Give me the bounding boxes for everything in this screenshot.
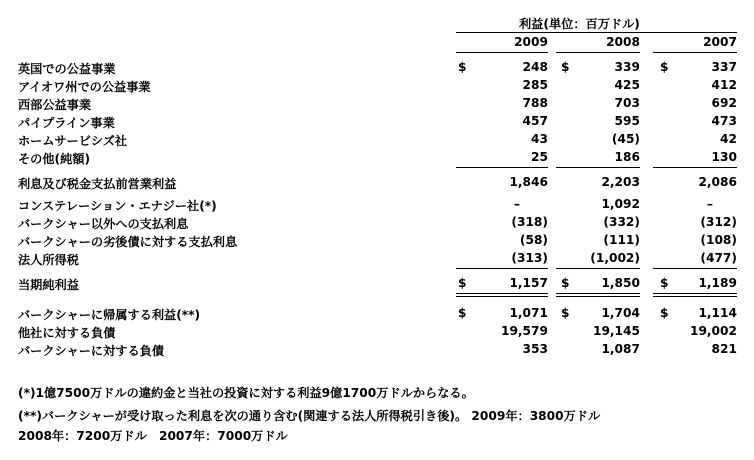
cell-2007: 821 bbox=[711, 342, 737, 356]
currency-symbol: $ bbox=[458, 60, 467, 74]
currency-symbol: $ bbox=[561, 306, 570, 320]
row-label: 利息及び税金支払前営業利益 bbox=[18, 177, 177, 191]
cell-2008: 339 bbox=[614, 60, 640, 74]
currency-symbol: $ bbox=[660, 60, 669, 74]
year-rule-2009 bbox=[456, 52, 548, 53]
row-label: その他(純額) bbox=[18, 152, 91, 166]
row-label: バークシャーに対する負債 bbox=[18, 344, 165, 358]
cell-2009: 19,579 bbox=[500, 324, 548, 338]
subtotal-rule bbox=[556, 268, 640, 269]
subtotal-rule bbox=[653, 167, 737, 168]
footnote: 2008年：7200万ドル 2007年：7000万ドル bbox=[18, 429, 288, 443]
footnote: (*)1億7500万ドルの違約金と当社の投資に対する利益9億1700万ドルからなる。 bbox=[18, 386, 474, 400]
year-2009: 2009 bbox=[514, 35, 548, 49]
cell-2007: 1,189 bbox=[698, 276, 737, 290]
cell-2008: 2,203 bbox=[601, 175, 640, 189]
cell-2009: – bbox=[513, 197, 520, 211]
currency-symbol: $ bbox=[660, 276, 669, 290]
cell-2007: (108) bbox=[700, 233, 737, 247]
subtotal-rule bbox=[556, 167, 640, 168]
subtotal-rule bbox=[456, 268, 548, 269]
cell-2009: 285 bbox=[522, 78, 548, 92]
currency-symbol: $ bbox=[561, 60, 570, 74]
double-rule bbox=[556, 293, 640, 294]
cell-2009: 353 bbox=[522, 342, 548, 356]
cell-2009: 25 bbox=[531, 150, 548, 164]
cell-2009: 1,157 bbox=[509, 276, 548, 290]
row-label: 他社に対する負債 bbox=[18, 326, 116, 340]
row-label: コンステレーション・エナジー社(*) bbox=[18, 199, 217, 213]
cell-2007: 2,086 bbox=[698, 175, 737, 189]
row-label: 法人所得税 bbox=[18, 253, 79, 267]
double-rule bbox=[556, 296, 640, 297]
cell-2008: 1,087 bbox=[601, 342, 640, 356]
cell-2007: (477) bbox=[700, 251, 737, 265]
cell-2007: 412 bbox=[711, 78, 737, 92]
double-rule bbox=[653, 293, 737, 294]
cell-2008: (332) bbox=[603, 215, 640, 229]
cell-2008: 1,092 bbox=[601, 197, 640, 211]
row-label: バークシャーの劣後債に対する支払利息 bbox=[18, 235, 238, 249]
cell-2008: (111) bbox=[603, 233, 640, 247]
double-rule bbox=[653, 296, 737, 297]
cell-2008: 19,145 bbox=[592, 324, 640, 338]
cell-2009: (58) bbox=[519, 233, 548, 247]
cell-2009: 457 bbox=[522, 114, 548, 128]
header-rule bbox=[456, 32, 737, 33]
currency-symbol: $ bbox=[458, 306, 467, 320]
cell-2009: (318) bbox=[511, 215, 548, 229]
cell-2009: (313) bbox=[511, 251, 548, 265]
cell-2007: 473 bbox=[711, 114, 737, 128]
currency-symbol: $ bbox=[561, 276, 570, 290]
row-label: アイオワ州での公益事業 bbox=[18, 80, 151, 94]
cell-2008: (45) bbox=[611, 132, 640, 146]
cell-2009: 43 bbox=[531, 132, 548, 146]
double-rule bbox=[456, 296, 548, 297]
cell-2007: 42 bbox=[720, 132, 737, 146]
cell-2008: (1,002) bbox=[590, 251, 640, 265]
footnote: (**)バークシャーが受け取った利息を次の通り含む(関連する法人所得税引き後)。 2009年：3800万ドル bbox=[18, 409, 601, 423]
subtotal-rule bbox=[653, 268, 737, 269]
cell-2009: 1,846 bbox=[509, 175, 548, 189]
cell-2007: 1,114 bbox=[698, 306, 737, 320]
year-2008: 2008 bbox=[606, 35, 640, 49]
cell-2007: (312) bbox=[700, 215, 737, 229]
year-rule-2007 bbox=[653, 52, 737, 53]
subtotal-rule bbox=[456, 167, 548, 168]
cell-2007: 337 bbox=[711, 60, 737, 74]
double-rule bbox=[456, 293, 548, 294]
cell-2008: 1,850 bbox=[601, 276, 640, 290]
cell-2009: 788 bbox=[522, 96, 548, 110]
cell-2008: 595 bbox=[614, 114, 640, 128]
row-label: パイプライン事業 bbox=[18, 116, 115, 130]
cell-2008: 703 bbox=[614, 96, 640, 110]
row-label: ホームサービシズ社 bbox=[18, 134, 128, 148]
row-label: バークシャーに帰属する利益(**) bbox=[18, 308, 201, 322]
cell-2007: 130 bbox=[711, 150, 737, 164]
row-label: 当期純利益 bbox=[18, 278, 79, 292]
cell-2008: 425 bbox=[614, 78, 640, 92]
currency-symbol: $ bbox=[458, 276, 467, 290]
row-label: 西部公益事業 bbox=[18, 98, 92, 112]
cell-2007: 692 bbox=[711, 96, 737, 110]
row-label: バークシャー以外への支払利息 bbox=[18, 217, 189, 231]
cell-2007: – bbox=[706, 197, 713, 211]
cell-2009: 1,071 bbox=[509, 306, 548, 320]
cell-2008: 186 bbox=[614, 150, 640, 164]
year-rule-2008 bbox=[556, 52, 640, 53]
cell-2007: 19,002 bbox=[689, 324, 737, 338]
year-2007: 2007 bbox=[703, 35, 737, 49]
cell-2008: 1,704 bbox=[601, 306, 640, 320]
cell-2009: 248 bbox=[522, 60, 548, 74]
currency-symbol: $ bbox=[660, 306, 669, 320]
table-title: 利益(単位：百万ドル) bbox=[519, 17, 640, 31]
row-label: 英国での公益事業 bbox=[18, 62, 116, 76]
